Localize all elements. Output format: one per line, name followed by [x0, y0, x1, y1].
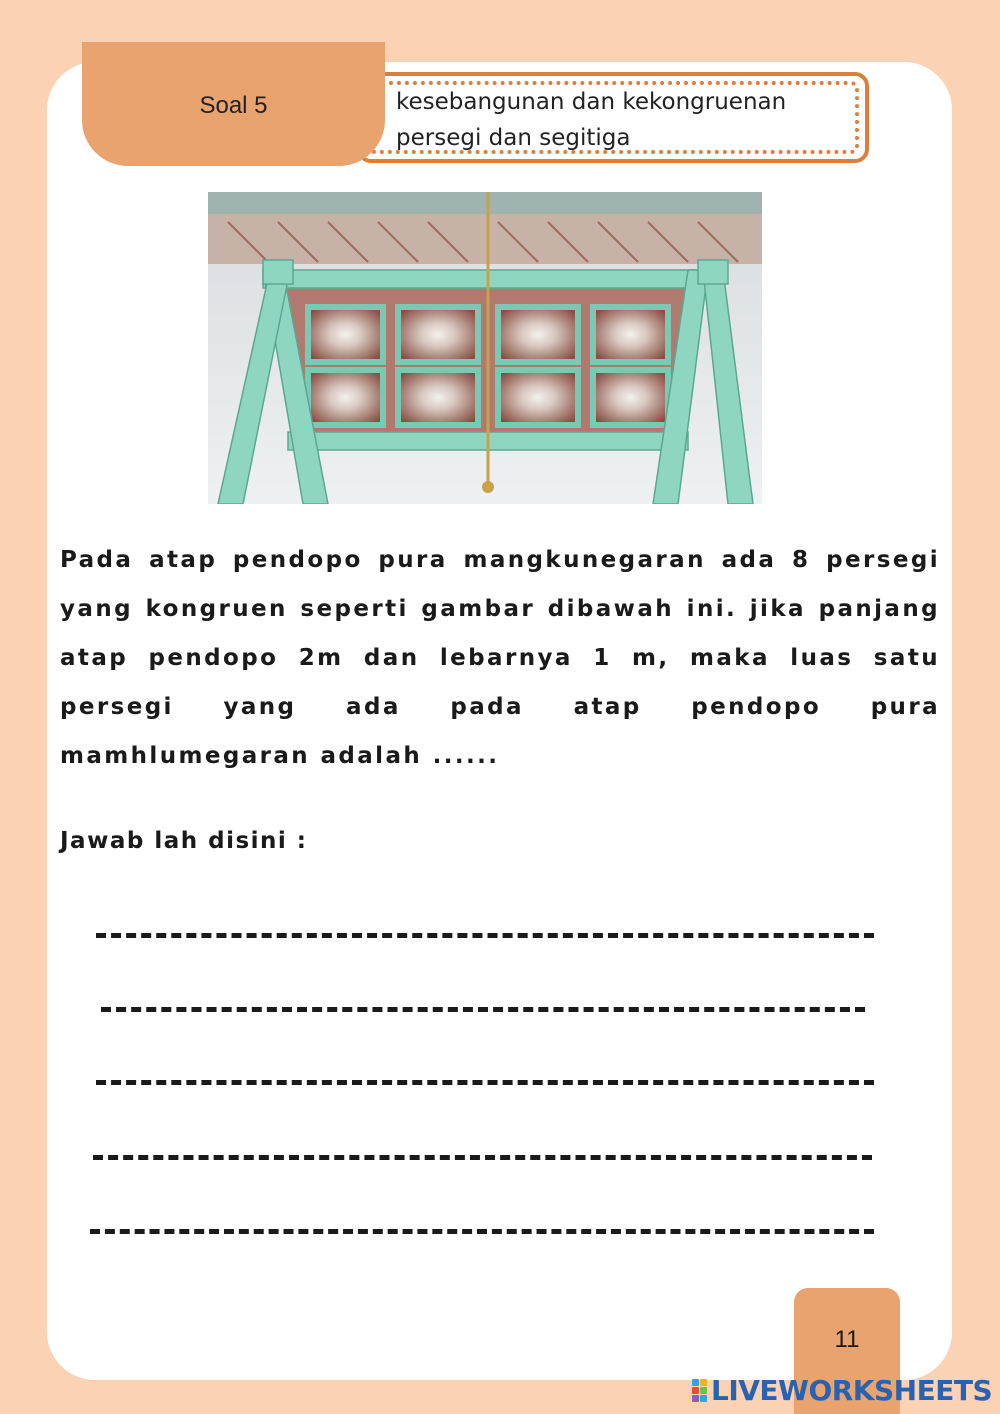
question-number-tab	[82, 42, 385, 166]
question-text: Pada atap pendopo pura mangkunegaran ada 8 persegi yang kongruen seperti gambar dibawah ini. jika panjang atap pendopo 2m dan lebarnya 1 m, maka luas satu persegi yang ada pada atap pendopo pura mamhlumegaran adalah ......	[60, 547, 940, 769]
topic-text	[396, 84, 836, 156]
answer-line[interactable]	[101, 1007, 865, 1012]
answer-label: Jawab lah disini :	[60, 828, 308, 854]
answer-line[interactable]	[96, 1080, 874, 1085]
topic-line-1: kesebangunan dan kekongruenan	[396, 89, 787, 115]
question-number-label: Soal 5	[199, 92, 268, 119]
liveworksheets-brand-text: LIVEWORKSHEETS	[711, 1373, 993, 1407]
liveworksheets-logo-icon	[692, 1379, 707, 1402]
page-number: 11	[834, 1326, 860, 1353]
topic-line-2: persegi dan segitiga	[396, 125, 631, 151]
pendopo-roof-photo	[208, 192, 762, 504]
answer-line[interactable]	[90, 1229, 874, 1234]
answer-line[interactable]	[96, 933, 874, 938]
answer-line[interactable]	[93, 1155, 872, 1160]
liveworksheets-logo	[692, 1372, 992, 1408]
